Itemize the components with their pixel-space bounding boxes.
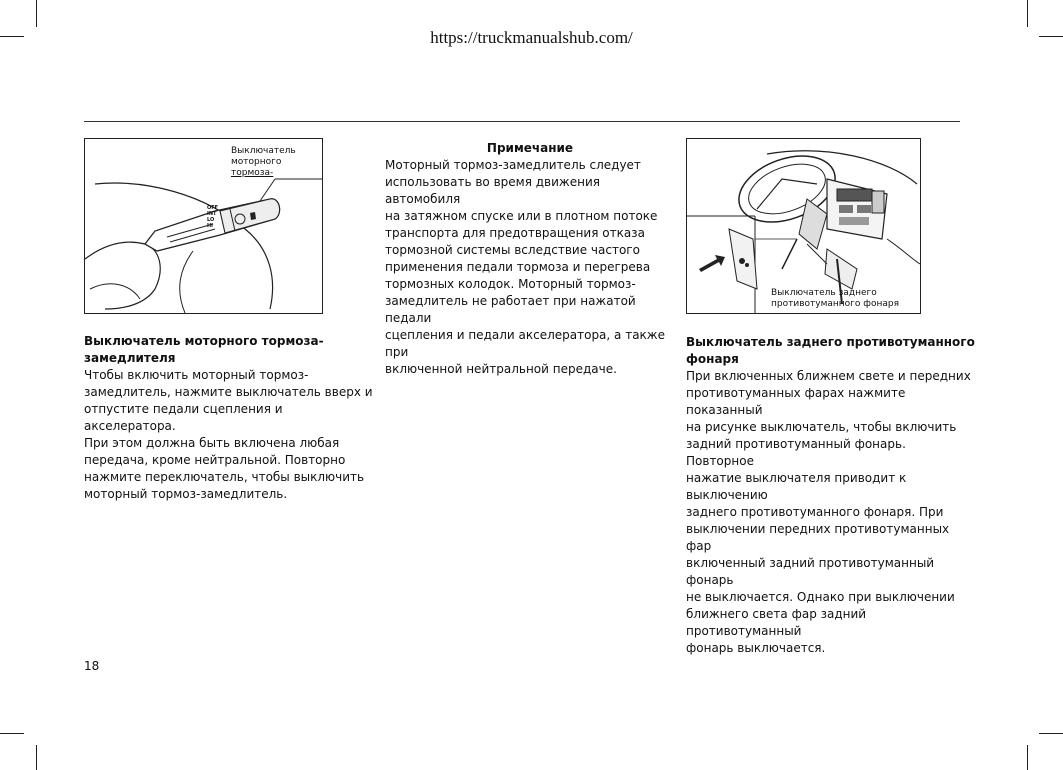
figure-label-line: Выключатель заднего (771, 288, 877, 298)
note-title: Примечание (486, 141, 574, 155)
note-line: тормозной системы вследствие частого (385, 243, 640, 257)
note-line: включенной нейтральной передаче. (385, 362, 617, 376)
figure-label-line: противотуманного фонаря (771, 299, 899, 309)
body-line: При этом должна быть включена любая (84, 436, 340, 450)
section-title: замедлителя (84, 351, 176, 365)
note-line: на затяжном спуске или в плотном потоке (385, 209, 658, 223)
figure-label (771, 288, 899, 310)
figure-label-line: моторного (231, 157, 282, 167)
crop-mark (0, 733, 24, 734)
section-retarder (84, 333, 374, 503)
note-line: замедлитель не работает при нажатой педали (385, 294, 636, 325)
stalk-mark: LO (207, 217, 215, 223)
body-line: выключении передних противотуманных фар (686, 522, 950, 553)
body-line: противотуманных фарах нажмите показанный (686, 386, 906, 417)
body-line: отпустите педали сцепления и акселератора. (84, 402, 283, 433)
note-block (385, 140, 675, 378)
body-line: на рисунке выключатель, чтобы включить (686, 420, 957, 434)
figure-label (231, 146, 296, 179)
body-line: замедлитель, нажмите выключатель вверх и (84, 385, 373, 399)
note-line: применения педали тормоза и перегрева (385, 260, 651, 274)
body-line: нажмите переключатель, чтобы выключить (84, 470, 365, 484)
body-line: не выключается. Однако при выключении (686, 590, 955, 604)
note-line: Моторный тормоз-замедлитель следует (385, 158, 641, 172)
body-line: ближнего света фар задний противотуманный (686, 607, 867, 638)
page-number: 18 (84, 659, 100, 673)
figure-rear-fog-switch (686, 138, 921, 314)
body-line: моторный тормоз-замедлитель. (84, 487, 288, 501)
note-line: тормозных колодок. Моторный тормоз- (385, 277, 636, 291)
section-rear-fog (686, 334, 976, 657)
body-line: Чтобы включить моторный тормоз- (84, 368, 309, 382)
section-title: Выключатель заднего противотуманного (686, 335, 975, 349)
section-title: фонаря (686, 352, 739, 366)
figure-label-line: тормоза- (231, 168, 274, 178)
note-line: сцепления и педали акселератора, а также при (385, 328, 665, 359)
body-line: включенный задний противотуманный фонарь (686, 556, 935, 587)
header-url[interactable]: https://truckmanualshub.com/ (430, 28, 633, 47)
body-line: нажатие выключателя приводит к выключению (686, 471, 907, 502)
section-title: Выключатель моторного тормоза- (84, 334, 324, 348)
crop-mark (36, 745, 37, 770)
crop-mark (36, 0, 37, 27)
body-line: передача, кроме нейтральной. Повторно (84, 453, 346, 467)
body-line: заднего противотуманного фонаря. При (686, 505, 944, 519)
body-line: При включенных ближнем свете и передних (686, 369, 971, 383)
stalk-mark: OFF (207, 205, 219, 211)
body-line: задний противотуманный фонарь. Повторное (686, 437, 906, 468)
figure-label-line: Выключатель (231, 146, 296, 156)
stalk-mark: INT (207, 211, 217, 217)
header-rule (84, 121, 960, 122)
note-line: транспорта для предотвращения отказа (385, 226, 645, 240)
note-line: использовать во время движения автомобиля (385, 175, 600, 206)
figure-retarder-switch (84, 138, 323, 314)
body-line: фонарь выключается. (686, 641, 826, 655)
stalk-mark: HI (207, 223, 214, 229)
crop-mark (1027, 745, 1028, 770)
dashboard-illustration (687, 139, 920, 313)
crop-mark (1027, 0, 1028, 27)
crop-mark (1039, 733, 1063, 734)
